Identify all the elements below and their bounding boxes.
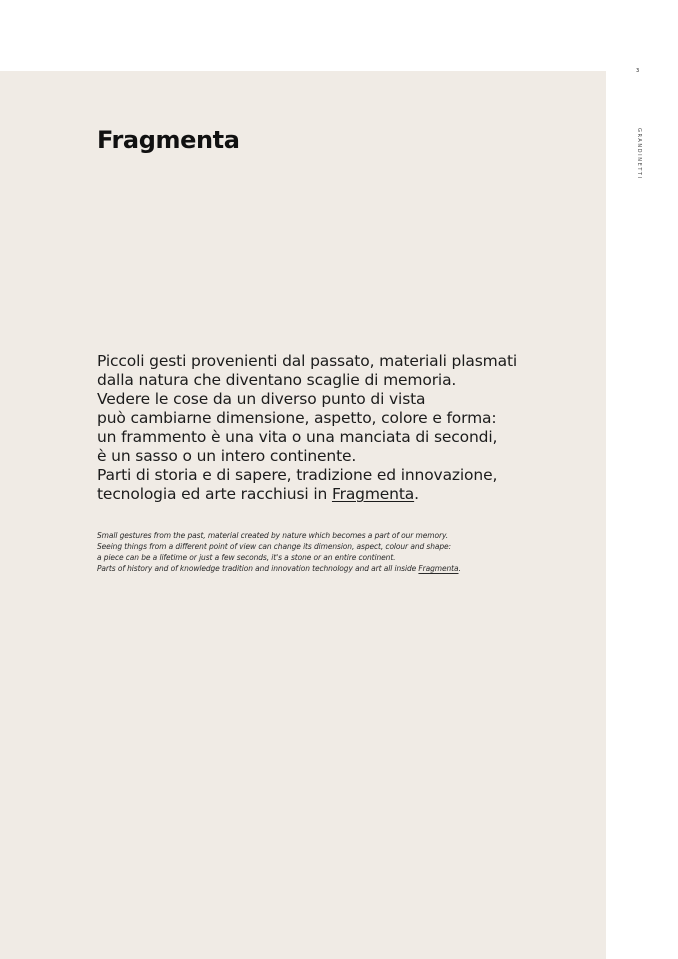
fragmenta-link-en[interactable]: Fragmenta (418, 564, 459, 573)
italian-line: un frammento è una vita o una manciata di secondi, (97, 428, 498, 446)
english-line-last (97, 563, 577, 574)
english-paragraph (97, 530, 577, 574)
italian-line: Vedere le cose da un diverso punto di vista (97, 390, 426, 408)
english-line-prefix: Parts of history and of knowledge tradition and innovation technology and art all inside (97, 564, 419, 573)
brand-vertical-label: GRANDINETTI (636, 128, 642, 180)
content-panel (0, 71, 606, 959)
italian-line: Piccoli gesti provenienti dal passato, materiali plasmati (97, 352, 518, 370)
italian-line-prefix: tecnologia ed arte racchiusi in (97, 485, 332, 503)
italian-paragraph (97, 352, 587, 504)
italian-line-last (97, 485, 587, 504)
fragmenta-link[interactable]: Fragmenta (331, 485, 415, 503)
italian-line: è un sasso o un intero continente. (97, 447, 357, 465)
page-title: Fragmenta (97, 126, 240, 154)
italian-line: può cambiarne dimensione, aspetto, colore e forma: (97, 409, 497, 427)
italian-line: dalla natura che diventano scaglie di memoria. (97, 371, 457, 389)
page-number: 3 (636, 68, 640, 74)
english-line: Small gestures from the past, material created by nature which becomes a part of our memory. (97, 531, 448, 540)
english-line-suffix: . (458, 564, 461, 573)
italian-line: Parti di storia e di sapere, tradizione ed innovazione, (97, 466, 498, 484)
english-line: a piece can be a lifetime or just a few seconds, it's a stone or an entire continent. (97, 553, 396, 562)
english-line: Seeing things from a different point of view can change its dimension, aspect, colour and shape: (97, 542, 451, 551)
italian-line-suffix: . (414, 485, 419, 503)
